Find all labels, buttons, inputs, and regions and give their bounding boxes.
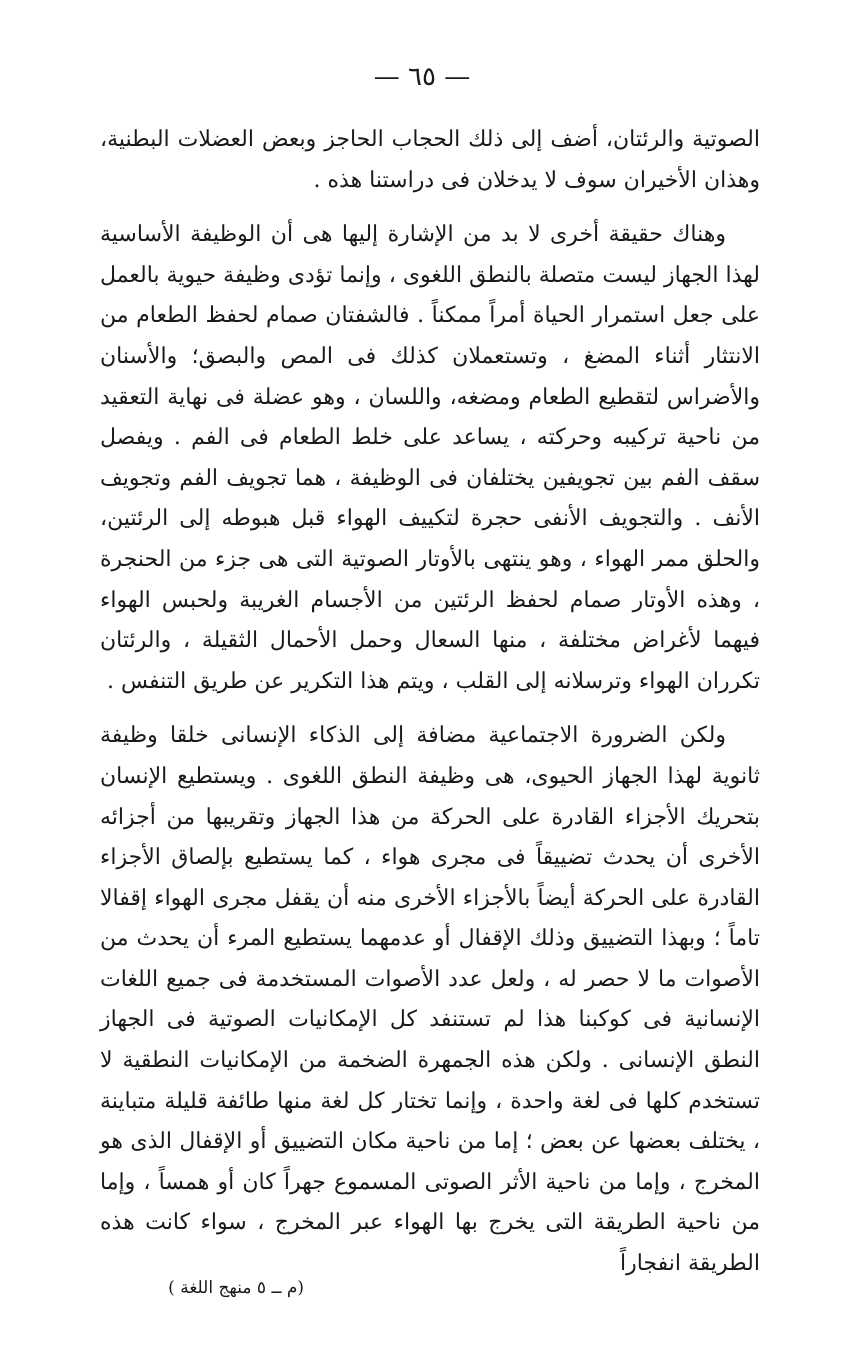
footer-signature-note: (م ــ ٥ منهج اللغة ) xyxy=(168,1278,304,1298)
paragraph-continuation: الصوتية والرئتان، أضف إلى ذلك الحجاب الحاجز وبعض العضلات البطنية، وهذان الأخيران سوف لا يدخلان فى دراستنا هذه . xyxy=(100,127,760,193)
paragraph-speech-function: ولكن الضرورة الاجتماعية مضافة إلى الذكاء الإنسانى خلقا وظيفة ثانوية لهذا الجهاز الحيوى، هى وظيفة النطق اللغوى . ويستطيع الإنسان بتحريك الأجزاء القادرة على الحركة من هذا الجهاز وتقريبها من أجزائه الأخرى أن يحدث تضييقاً فى مجرى هواء ، كما يستطيع بإلصاق الأجزاء القادرة على الحركة أيضاً بالأجزاء الأخرى منه أن يقفل مجرى الهواء إقفالا تاماً ؛ وبهذا التضييق وذلك الإقفال أو عدمهما يستطيع المرء أن يحدث من الأصوات ما لا حصر له ، ولعل عدد الأصوات المستخدمة فى جميع اللغات الإنسانية فى كوكبنا هذا لم تستنفد كل الإمكانيات الصوتية فى الجهاز النطق الإنسانى . ولكن هذه الجمهرة الضخمة من الإمكانيات النطقية لا تستخدم كلها فى لغة واحدة ، وإنما تختار كل لغة منها طائفة قليلة متباينة ، يختلف بعضها عن بعض ؛ إما من ناحية مكان التضييق أو الإقفال الذى هو المخرج ، وإما من ناحية الأثر الصوتى المسموع جهراً كان أو همساً ، وإما من ناحية الطريقة التى يخرج بها الهواء عبر المخرج ، سواء كانت هذه الطريقة انفجاراً xyxy=(100,723,760,1277)
page-number: — ٦٥ — xyxy=(373,62,471,92)
body-text xyxy=(100,120,760,1285)
paragraph-vocal-apparatus-function: وهناك حقيقة أخرى لا بد من الإشارة إليها هى أن الوظيفة الأساسية لهذا الجهاز ليست متصلة بالنطق اللغوى ، وإنما تؤدى وظيفة حيوية بالعمل على جعل استمرار الحياة أمراً ممكناً . فالشفتان صمام لحفظ الطعام من الانتثار أثناء المضغ ، وتستعملان كذلك فى المص والبصق؛ والأسنان والأضراس لتقطيع الطعام ومضغه، واللسان ، وهو عضلة فى نهاية التعقيد من ناحية تركيبه وحركته ، يساعد على خلط الطعام فى الفم . ويفصل سقف الفم بين تجويفين يختلفان فى الوظيفة ، هما تجويف الفم وتجويف الأنف . والتجويف الأنفى حجرة لتكييف الهواء قبل هبوطه إلى الرئتين، والحلق ممر الهواء ، وهو ينتهى بالأوتار الصوتية التى هى جزء من الحنجرة ، وهذه الأوتار صمام لحفظ الرئتين من الأجسام الغريبة ولحبس الهواء فيهما لأغراض مختلفة ، منها السعال وحمل الأحمال الثقيلة ، والرئتان تكرران الهواء وترسلانه إلى القلب ، ويتم هذا التكرير عن طريق التنفس . xyxy=(100,222,760,694)
